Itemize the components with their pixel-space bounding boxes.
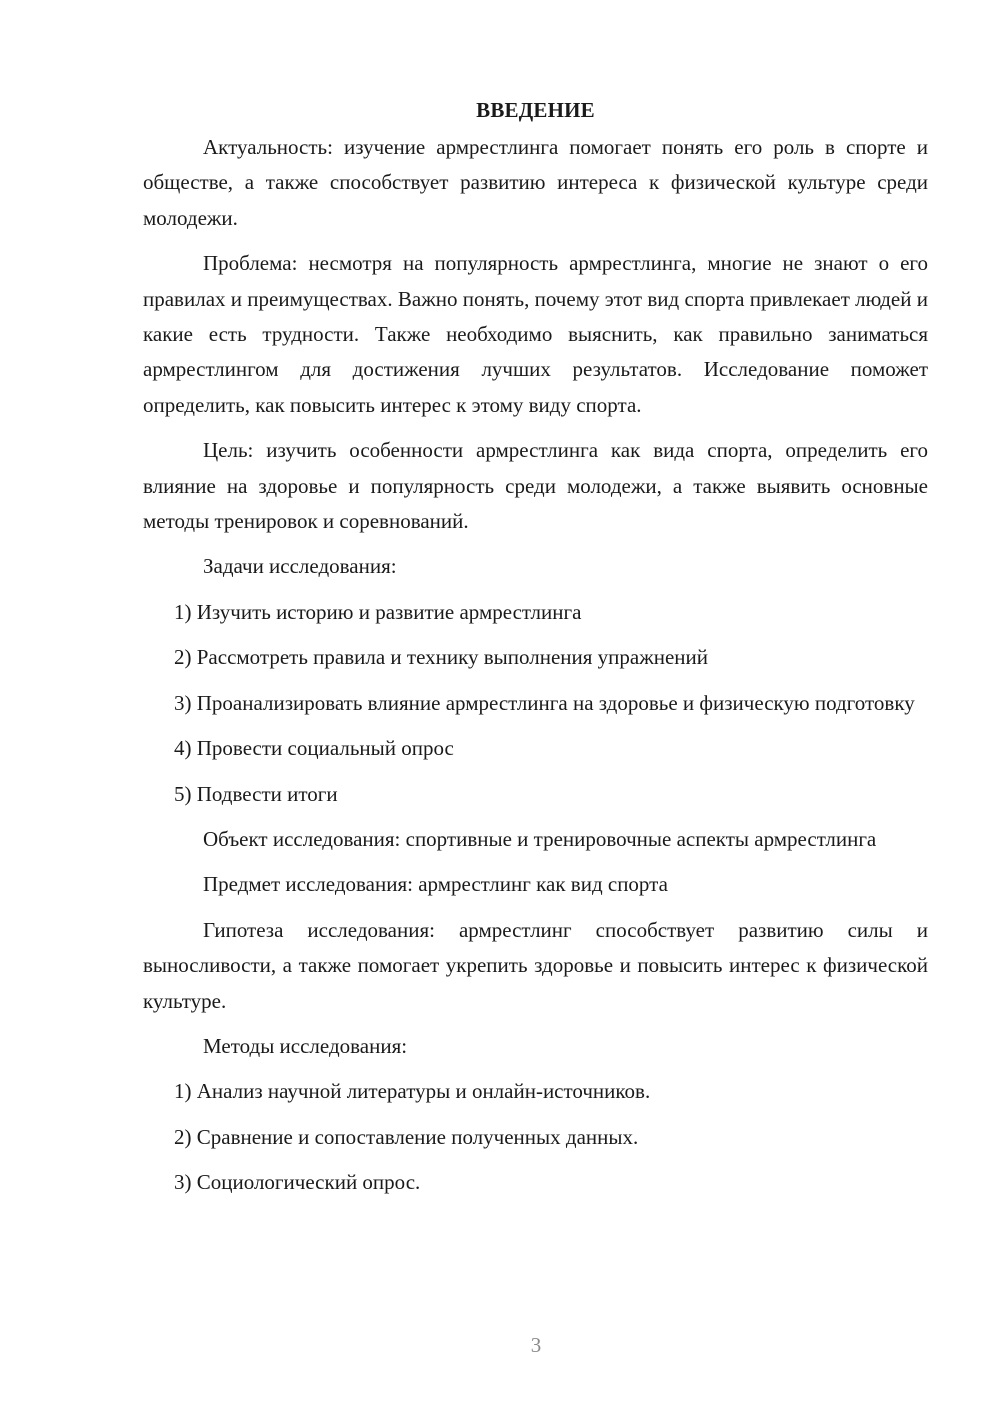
task-item: 3) Проанализировать влияние армрестлинга на здоровье и физическую подготовку bbox=[174, 690, 915, 715]
object-paragraph: Объект исследования: спортивные и тренировочные аспекты армрестлинга bbox=[203, 826, 877, 851]
methods-heading: Методы исследования: bbox=[203, 1033, 408, 1058]
actuality-paragraph: Актуальность: изучение армрестлинга помогает понять его роль в спорте и обществе, а также способствует развитию интереса к физической культуре среди молодежи. bbox=[143, 135, 928, 230]
page-title: ВВЕДЕНИЕ bbox=[476, 98, 595, 122]
method-item: 1) Анализ научной литературы и онлайн-источников. bbox=[174, 1079, 651, 1104]
tasks-heading: Задачи исследования: bbox=[203, 554, 397, 579]
problem-paragraph: Проблема: несмотря на популярность армрестлинга, многие не знают о его правилах и преимуществах. Важно понять, почему этот вид спорта привлекает людей и какие есть трудности. Также необходимо выяснить, как правильно заниматься армрестлингом для достижения лучших результатов. Исследование поможет определить, как повысить интерес к этому виду спорта. bbox=[143, 251, 928, 417]
task-item: 4) Провести социальный опрос bbox=[174, 736, 454, 761]
task-item: 5) Подвести итоги bbox=[174, 781, 338, 806]
subject-paragraph: Предмет исследования: армрестлинг как вид спорта bbox=[203, 872, 668, 897]
goal-paragraph: Цель: изучить особенности армрестлинга как вида спорта, определить его влияние на здоровье и популярность среди молодежи, а также выявить основные методы тренировок и соревнований. bbox=[143, 438, 928, 534]
task-item: 2) Рассмотреть правила и технику выполнения упражнений bbox=[174, 645, 709, 670]
document-page bbox=[143, 92, 928, 1211]
hypothesis-paragraph: Гипотеза исследования: армрестлинг способствует развитию силы и выносливости, а также помогает укрепить здоровье и повысить интерес к физической культуре. bbox=[143, 917, 928, 1013]
page-number: 3 bbox=[530, 1333, 542, 1357]
method-item: 3) Социологический опрос. bbox=[174, 1170, 421, 1195]
task-item: 1) Изучить историю и развитие армрестлинга bbox=[174, 599, 582, 624]
method-item: 2) Сравнение и сопоставление полученных данных. bbox=[174, 1124, 639, 1149]
